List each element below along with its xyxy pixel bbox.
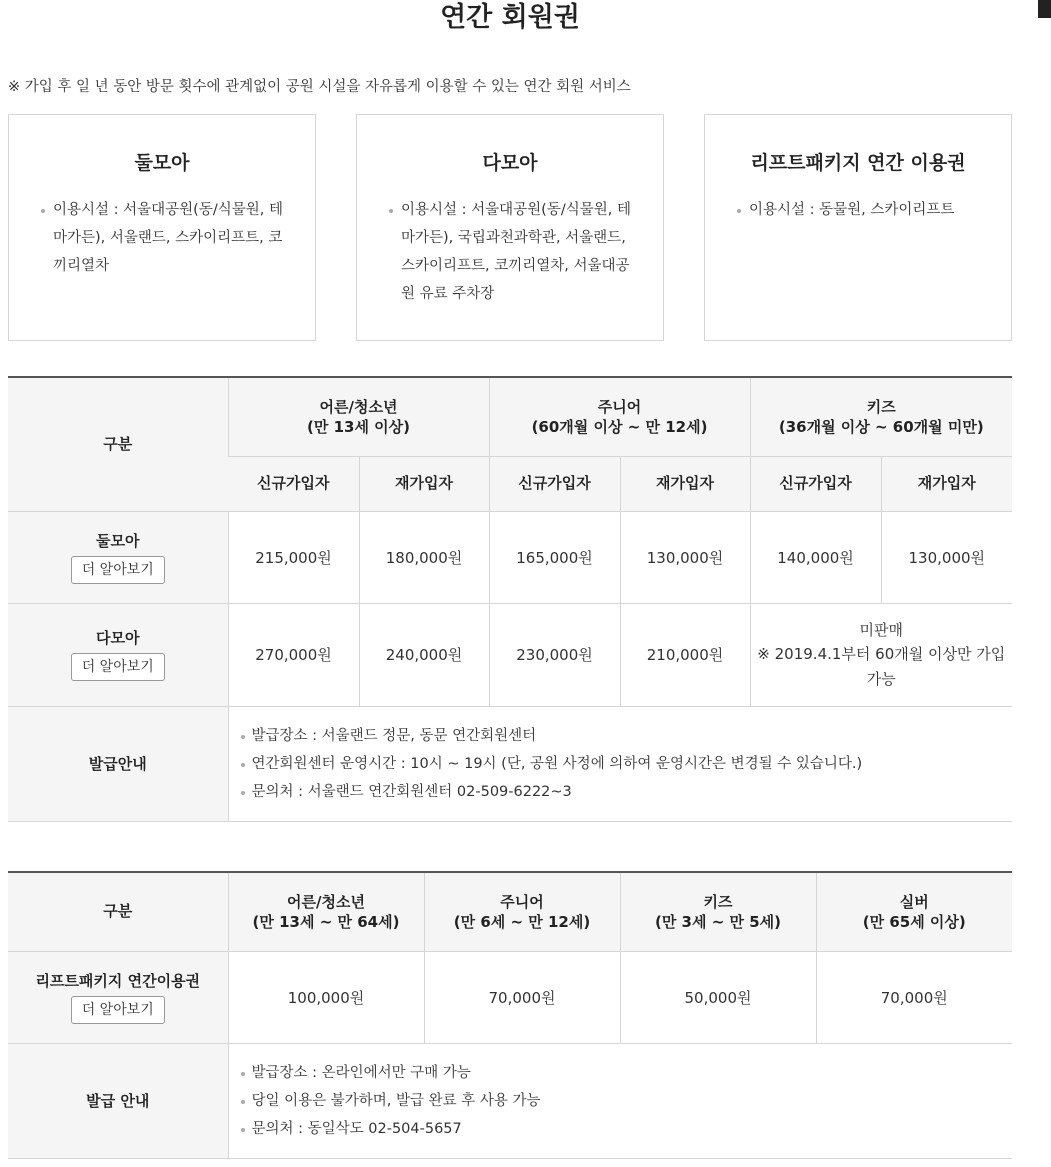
not-sold-note: 가능 (866, 669, 896, 688)
notice-item: 문의처 : 동일삭도 02-504-5657 (240, 1115, 1013, 1143)
header-sub-renew: 재가입자 (620, 456, 750, 511)
table-row (8, 706, 1012, 821)
price-table-dulmoa-damoa (8, 376, 1012, 822)
row-name: 다모아 (96, 629, 140, 647)
row-label-lift-package (8, 951, 228, 1043)
notice-cell (228, 1043, 1012, 1158)
table-row (8, 1043, 1012, 1158)
row-label-dulmoa (8, 511, 228, 603)
header-sub-renew: 재가입자 (359, 456, 489, 511)
table-row (8, 511, 1012, 603)
card-title: 리프트패키지 연간 이용권 (750, 152, 966, 174)
header-group-silver (816, 872, 1012, 951)
group-range: (60개월 이상 ~ 만 12세) (531, 417, 708, 436)
group-name: 어른/청소년 (287, 892, 365, 911)
group-range: (만 3세 ~ 만 5세) (654, 912, 781, 931)
header-category: 구분 (8, 377, 228, 511)
header-group-junior (424, 872, 620, 951)
notice-item: 당일 이용은 불가하며, 발급 완료 후 사용 가능 (240, 1087, 1013, 1115)
group-name: 키즈 (703, 892, 733, 911)
row-name: 둘모아 (96, 531, 140, 550)
card-damoa (356, 114, 664, 341)
price-cell: 140,000원 (750, 511, 881, 603)
table-row (8, 603, 1012, 706)
price-cell: 165,000원 (489, 511, 620, 603)
row-name: 리프트패키지 연간이용권 (35, 971, 201, 990)
price-cell: 130,000원 (620, 511, 750, 603)
card-lift-package (704, 114, 1012, 341)
card-title: 다모아 (482, 152, 538, 174)
learn-more-button[interactable]: 더 알아보기 (71, 996, 165, 1024)
not-sold-note: ※ 2019.4.1부터 60개월 이상만 가입 (757, 645, 1006, 664)
price-cell: 215,000원 (228, 511, 359, 603)
notice-list (240, 1059, 1013, 1143)
kids-not-sold-cell (750, 603, 1012, 706)
notice-cell (228, 706, 1012, 821)
scrollbar-thumb[interactable] (1038, 0, 1051, 18)
membership-cards (8, 114, 1012, 341)
price-cell: 100,000원 (228, 951, 424, 1043)
notice-item: 연간회원센터 운영시간 : 10시 ~ 19시 (단, 공원 사정에 의하여 운영시간은 변경될 수 있습니다.) (240, 750, 1013, 778)
price-cell: 210,000원 (620, 603, 750, 706)
notice-list (240, 722, 1013, 806)
header-sub-renew: 재가입자 (881, 456, 1012, 511)
group-range: (만 13세 ~ 만 64세) (252, 912, 400, 931)
notice-item: 문의처 : 서울랜드 연간회원센터 02-509-6222~3 (240, 778, 1013, 806)
notice-label: 발급 안내 (8, 1043, 228, 1158)
header-group-adult (228, 377, 489, 456)
header-category: 구분 (8, 872, 228, 951)
price-cell: 70,000원 (424, 951, 620, 1043)
learn-more-button[interactable]: 더 알아보기 (71, 556, 165, 584)
page-title: 연간 회원권 (440, 2, 580, 33)
row-label-damoa (8, 603, 228, 706)
group-range: (만 13세 이상) (307, 417, 410, 436)
learn-more-button[interactable]: 더 알아보기 (71, 653, 165, 681)
header-group-adult (228, 872, 424, 951)
intro-text: ※ 가입 후 일 년 동안 방문 횟수에 관계없이 공원 시설을 자유롭게 이용할 수 있는 연간 회원 서비스 (8, 79, 631, 95)
header-group-kids (620, 872, 816, 951)
header-group-junior (489, 377, 750, 456)
card-facility: 이용시설 : 서울대공원(동/식물원, 테마가든), 국립과천과학관, 서울랜드, 스카이리프트, 코끼리열차, 서울대공원 유료 주차장 (387, 196, 633, 308)
group-name: 주니어 (597, 397, 642, 416)
group-range: (만 6세 ~ 만 12세) (453, 912, 591, 931)
price-cell: 50,000원 (620, 951, 816, 1043)
header-group-kids (750, 377, 1012, 456)
price-cell: 130,000원 (881, 511, 1012, 603)
notice-label: 발급안내 (8, 706, 228, 821)
group-name: 주니어 (500, 892, 544, 911)
card-facility: 이용시설 : 서울대공원(동/식물원, 테마가든), 서울랜드, 스카이리프트, 코끼리열차 (39, 196, 285, 280)
price-cell: 230,000원 (489, 603, 620, 706)
group-range: (36개월 이상 ~ 60개월 미만) (778, 417, 984, 436)
table-row (8, 951, 1012, 1043)
price-cell: 270,000원 (228, 603, 359, 706)
card-facility: 이용시설 : 동물원, 스카이리프트 (735, 196, 981, 224)
notice-item: 발급장소 : 서울랜드 정문, 동문 연간회원센터 (240, 722, 1013, 750)
card-dulmoa (8, 114, 316, 341)
card-title: 둘모아 (134, 152, 190, 174)
header-sub-new: 신규가입자 (228, 456, 359, 511)
group-name: 어른/청소년 (319, 397, 398, 416)
price-cell: 70,000원 (816, 951, 1012, 1043)
group-name: 실버 (899, 892, 929, 911)
group-range: (만 65세 이상) (862, 912, 966, 931)
header-sub-new: 신규가입자 (750, 456, 881, 511)
price-cell: 240,000원 (359, 603, 489, 706)
notice-item: 발급장소 : 온라인에서만 구매 가능 (240, 1059, 1013, 1087)
header-sub-new: 신규가입자 (489, 456, 620, 511)
price-table-lift-package (8, 871, 1012, 1159)
price-cell: 180,000원 (359, 511, 489, 603)
group-name: 키즈 (866, 397, 896, 416)
not-sold-label: 미판매 (859, 620, 903, 639)
